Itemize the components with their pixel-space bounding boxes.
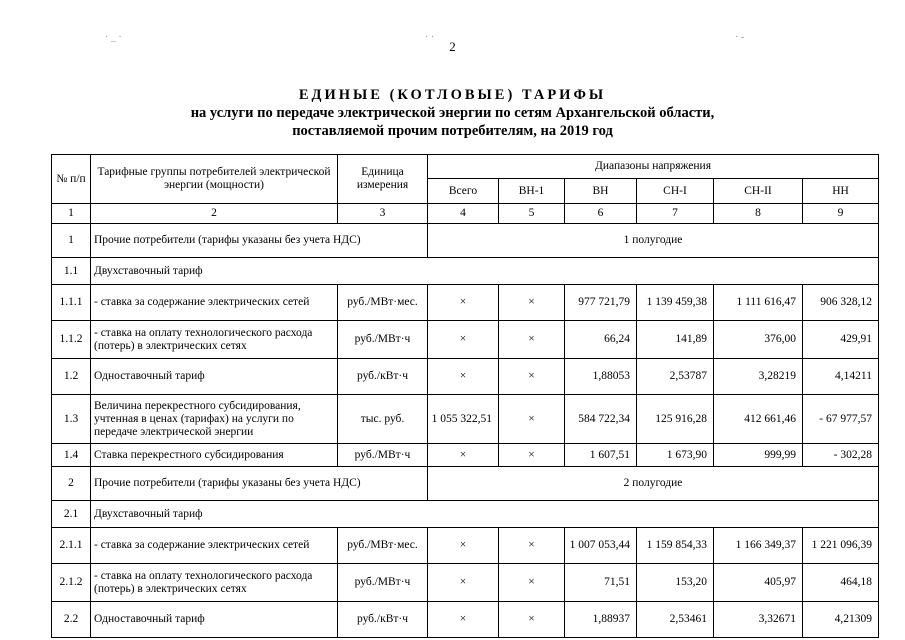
index-cell: 4 — [428, 204, 499, 224]
value-cell: 977 721,79 — [565, 285, 637, 321]
row-num: 1.1 — [52, 258, 91, 285]
value-cell: × — [428, 528, 499, 564]
header-col: СН-II — [714, 179, 803, 204]
value-cell: 4,21309 — [803, 602, 879, 638]
index-cell: 6 — [565, 204, 637, 224]
row-num: 2.1.1 — [52, 528, 91, 564]
row-num: 2 — [52, 467, 91, 501]
value-cell: × — [428, 285, 499, 321]
table-row — [52, 528, 879, 564]
header-ranges: Диапазоны напряжения — [428, 155, 879, 179]
row-name: Величина перекрестного субсидирования, учтенная в ценах (тарифах) на услуги по передаче электрической энергии — [91, 395, 338, 444]
value-cell: 153,20 — [637, 564, 714, 602]
index-cell: 3 — [338, 204, 428, 224]
row-num: 1.2 — [52, 359, 91, 395]
value-cell: 2,53787 — [637, 359, 714, 395]
row-unit: руб./МВт·ч — [338, 564, 428, 602]
value-cell: 4,14211 — [803, 359, 879, 395]
value-cell: × — [499, 564, 565, 602]
value-cell: 412 661,46 — [714, 395, 803, 444]
page-number: 2 — [449, 39, 456, 54]
value-cell: × — [428, 359, 499, 395]
header-unit: Единица измерения — [338, 155, 428, 204]
table-row — [52, 285, 879, 321]
value-cell: 584 722,34 — [565, 395, 637, 444]
row-name: - ставка за содержание электрических сетей — [91, 285, 338, 321]
section-period: 2 полугодие — [428, 467, 879, 501]
section-row — [52, 467, 879, 501]
value-cell: 1 673,90 — [637, 444, 714, 467]
value-cell: - 302,28 — [803, 444, 879, 467]
subheader-row — [52, 501, 879, 528]
header-col: СН-I — [637, 179, 714, 204]
row-num: 2.1 — [52, 501, 91, 528]
subheader-row — [52, 258, 879, 285]
value-cell: 3,28219 — [714, 359, 803, 395]
section-period: 1 полугодие — [428, 224, 879, 258]
value-cell: 3,32671 — [714, 602, 803, 638]
document-title — [0, 86, 905, 140]
row-num: 1.1.2 — [52, 321, 91, 359]
row-name: Одноставочный тариф — [91, 359, 338, 395]
row-name: - ставка на оплату технологического расхода (потерь) в электрических сетях — [91, 564, 338, 602]
table-row — [52, 395, 879, 444]
table-row — [52, 444, 879, 467]
table-row — [52, 359, 879, 395]
value-cell: × — [499, 602, 565, 638]
row-name: Одноставочный тариф — [91, 602, 338, 638]
index-cell: 5 — [499, 204, 565, 224]
row-unit: руб./кВт·ч — [338, 602, 428, 638]
value-cell: × — [428, 564, 499, 602]
tariff-table — [51, 154, 879, 638]
title-line-2: на услуги по передаче электрической энергии по сетям Архангельской области, — [190, 105, 715, 121]
value-cell: 71,51 — [565, 564, 637, 602]
header-group: Тарифные группы потребителей электрической энергии (мощности) — [91, 155, 338, 204]
index-cell: 7 — [637, 204, 714, 224]
scan-artifact: · · — [425, 32, 435, 43]
row-num: 1.4 — [52, 444, 91, 467]
section-name: Прочие потребители (тарифы указаны без учета НДС) — [91, 224, 428, 258]
index-cell: 8 — [714, 204, 803, 224]
row-num: 1.1.1 — [52, 285, 91, 321]
title-line-1: ЕДИНЫЕ (КОТЛОВЫЕ) ТАРИФЫ — [298, 87, 607, 103]
value-cell: 1 159 854,33 — [637, 528, 714, 564]
scan-artifact: · - — [735, 32, 745, 43]
section-name: Прочие потребители (тарифы указаны без учета НДС) — [91, 467, 428, 501]
table-row — [52, 602, 879, 638]
value-cell: - 67 977,57 — [803, 395, 879, 444]
value-cell: 906 328,12 — [803, 285, 879, 321]
header-col: ВН-1 — [499, 179, 565, 204]
header-col: ВН — [565, 179, 637, 204]
value-cell: 1 166 349,37 — [714, 528, 803, 564]
value-cell: 1,88053 — [565, 359, 637, 395]
value-cell: 376,00 — [714, 321, 803, 359]
row-unit: тыс. руб. — [338, 395, 428, 444]
row-name: - ставка на оплату технологического расхода (потерь) в электрических сетях — [91, 321, 338, 359]
index-cell: 2 — [91, 204, 338, 224]
index-cell: 9 — [803, 204, 879, 224]
title-line-3: поставляемой прочим потребителям, на 2019 год — [292, 123, 613, 139]
row-name: - ставка за содержание электрических сетей — [91, 528, 338, 564]
value-cell: × — [499, 395, 565, 444]
row-unit: руб./кВт·ч — [338, 359, 428, 395]
value-cell: 1,88937 — [565, 602, 637, 638]
row-num: 2.2 — [52, 602, 91, 638]
value-cell: 999,99 — [714, 444, 803, 467]
value-cell: × — [428, 602, 499, 638]
row-num: 1 — [52, 224, 91, 258]
value-cell: × — [499, 528, 565, 564]
value-cell: 1 007 053,44 — [565, 528, 637, 564]
header-num: № п/п — [52, 155, 91, 204]
index-cell: 1 — [52, 204, 91, 224]
row-unit: руб./МВт·ч — [338, 321, 428, 359]
value-cell: 66,24 — [565, 321, 637, 359]
value-cell: 1 607,51 — [565, 444, 637, 467]
row-name: Двухставочный тариф — [91, 258, 879, 285]
row-unit: руб./МВт·мес. — [338, 528, 428, 564]
section-row — [52, 224, 879, 258]
header-col: Всего — [428, 179, 499, 204]
value-cell: × — [499, 321, 565, 359]
row-unit: руб./МВт·ч — [338, 444, 428, 467]
value-cell: 125 916,28 — [637, 395, 714, 444]
value-cell: × — [499, 285, 565, 321]
value-cell: 405,97 — [714, 564, 803, 602]
table-row — [52, 321, 879, 359]
value-cell: 429,91 — [803, 321, 879, 359]
table-row — [52, 564, 879, 602]
row-name: Двухставочный тариф — [91, 501, 879, 528]
value-cell: 464,18 — [803, 564, 879, 602]
value-cell: 1 139 459,38 — [637, 285, 714, 321]
value-cell: 1 221 096,39 — [803, 528, 879, 564]
value-cell: × — [499, 359, 565, 395]
value-cell: × — [428, 321, 499, 359]
value-cell: 2,53461 — [637, 602, 714, 638]
row-num: 1.3 — [52, 395, 91, 444]
row-unit: руб./МВт·мес. — [338, 285, 428, 321]
value-cell: 141,89 — [637, 321, 714, 359]
row-name: Ставка перекрестного субсидирования — [91, 444, 338, 467]
value-cell: × — [428, 444, 499, 467]
value-cell: 1 055 322,51 — [428, 395, 499, 444]
value-cell: 1 111 616,47 — [714, 285, 803, 321]
row-num: 2.1.2 — [52, 564, 91, 602]
scan-artifact: · _ · — [105, 32, 122, 43]
header-col: НН — [803, 179, 879, 204]
value-cell: × — [499, 444, 565, 467]
